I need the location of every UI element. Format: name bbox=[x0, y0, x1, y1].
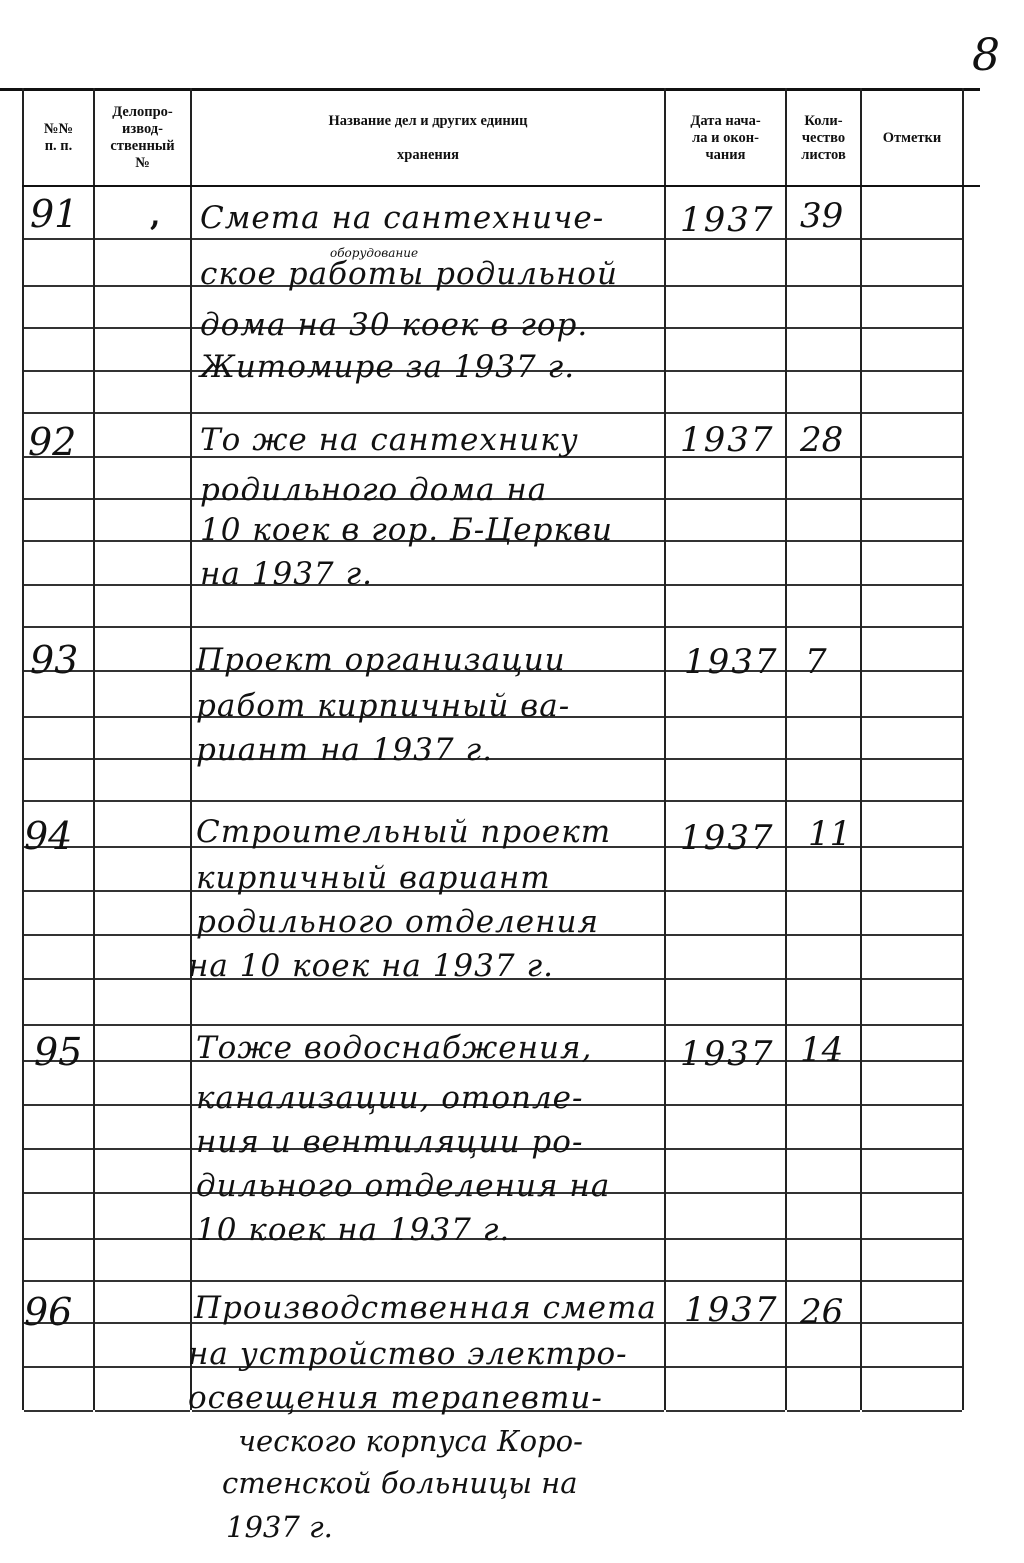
ruled-line bbox=[787, 934, 860, 936]
header-notes: Отметки bbox=[882, 129, 942, 146]
title-line: на 1937 г. bbox=[200, 556, 374, 592]
header-sheet-count: Коли- чество листов bbox=[801, 112, 846, 163]
item-number: 93 bbox=[30, 638, 79, 682]
ruled-line bbox=[95, 1322, 190, 1324]
ruled-line bbox=[862, 1410, 962, 1412]
ruled-line bbox=[95, 498, 190, 500]
ruled-line bbox=[95, 1410, 190, 1412]
item-date: 1937 bbox=[680, 200, 775, 240]
title-line: родильного отделения bbox=[196, 904, 600, 940]
header-title: Название дел и других единиц хранения bbox=[328, 112, 528, 163]
ruled-line bbox=[666, 890, 785, 892]
title-line-continuation: стенской больницы на bbox=[222, 1466, 578, 1500]
title-line: кирпичный вариант bbox=[196, 860, 551, 896]
ruled-line bbox=[666, 716, 785, 718]
ruled-line bbox=[95, 1366, 190, 1368]
ruled-line bbox=[666, 758, 785, 760]
ruled-line bbox=[787, 1238, 860, 1240]
ruled-line bbox=[862, 584, 962, 586]
ruled-line bbox=[862, 846, 962, 848]
ruled-line bbox=[666, 1238, 785, 1240]
ruled-line bbox=[95, 1238, 190, 1240]
title-line: Житомире за 1937 г. bbox=[200, 349, 576, 385]
ruled-line bbox=[862, 498, 962, 500]
ruled-line bbox=[192, 412, 664, 414]
ruled-line bbox=[95, 285, 190, 287]
ruled-line bbox=[666, 800, 785, 802]
ruled-line bbox=[787, 238, 860, 240]
title-line: работ кирпичный ва- bbox=[196, 688, 571, 724]
ruled-line bbox=[787, 626, 860, 628]
ruled-line bbox=[192, 1280, 664, 1282]
ruled-line bbox=[666, 1104, 785, 1106]
ruled-line bbox=[862, 758, 962, 760]
ruled-line bbox=[95, 758, 190, 760]
ruled-line bbox=[95, 1104, 190, 1106]
ruled-line bbox=[24, 934, 93, 936]
ruled-line bbox=[862, 370, 962, 372]
ruled-line bbox=[24, 1104, 93, 1106]
title-line: ния и вентиляции ро- bbox=[196, 1124, 584, 1160]
item-sheet-count: 7 bbox=[805, 642, 827, 682]
ruled-line bbox=[787, 716, 860, 718]
ruled-line bbox=[787, 1148, 860, 1150]
ruled-line bbox=[666, 1366, 785, 1368]
ruled-line bbox=[862, 327, 962, 329]
ruled-line bbox=[862, 1366, 962, 1368]
title-line: на устройство электро- bbox=[188, 1336, 628, 1372]
ruled-line bbox=[787, 1410, 860, 1412]
ruled-line bbox=[787, 758, 860, 760]
ruled-line bbox=[95, 934, 190, 936]
ruled-line bbox=[787, 327, 860, 329]
ruled-line bbox=[787, 370, 860, 372]
ruled-line bbox=[666, 1410, 785, 1412]
ruled-line bbox=[95, 890, 190, 892]
title-line: родильного дома на bbox=[200, 472, 548, 508]
ruled-line bbox=[24, 1192, 93, 1194]
ruled-line bbox=[666, 1280, 785, 1282]
title-line: на 10 коек на 1937 г. bbox=[188, 948, 554, 984]
title-line-continuation: 1937 г. bbox=[226, 1510, 333, 1544]
header-date: Дата нача- ла и окон- чания bbox=[690, 112, 761, 163]
ruled-line bbox=[666, 498, 785, 500]
title-line: 10 коек в гор. Б-Церкви bbox=[200, 512, 613, 548]
item-sheet-count: 39 bbox=[800, 196, 844, 236]
ruled-line bbox=[24, 1410, 93, 1412]
ruled-line bbox=[24, 758, 93, 760]
ruled-line bbox=[787, 1366, 860, 1368]
ruled-line bbox=[787, 1104, 860, 1106]
ruled-line bbox=[862, 1238, 962, 1240]
ruled-line bbox=[862, 670, 962, 672]
ruled-line bbox=[24, 285, 93, 287]
ruled-line bbox=[862, 978, 962, 980]
item-date: 1937 bbox=[680, 818, 775, 858]
ruled-line bbox=[862, 716, 962, 718]
ruled-line bbox=[862, 412, 962, 414]
ruled-line bbox=[24, 540, 93, 542]
title-line: дильного отделения на bbox=[196, 1168, 611, 1204]
ruled-line bbox=[95, 456, 190, 458]
ruled-line bbox=[24, 1238, 93, 1240]
column-divider bbox=[962, 88, 964, 1410]
table-top-border bbox=[0, 88, 980, 91]
title-line: Тоже водоснабжения, bbox=[196, 1030, 593, 1066]
item-date: 1937 bbox=[684, 642, 779, 682]
ruled-line bbox=[787, 412, 860, 414]
ruled-line bbox=[24, 327, 93, 329]
title-line: освещения терапевти- bbox=[188, 1380, 603, 1416]
ruled-line bbox=[666, 370, 785, 372]
ruled-line bbox=[95, 1148, 190, 1150]
ruled-line bbox=[862, 800, 962, 802]
header-office-number: Делопро- извод- ственный № bbox=[110, 104, 175, 171]
ruled-line bbox=[787, 1024, 860, 1026]
ruled-line bbox=[862, 1104, 962, 1106]
ruled-line bbox=[95, 327, 190, 329]
item-number: 95 bbox=[34, 1030, 83, 1074]
ruled-line bbox=[95, 412, 190, 414]
ruled-line bbox=[666, 1192, 785, 1194]
ruled-line bbox=[666, 584, 785, 586]
ruled-line bbox=[95, 370, 190, 372]
ruled-line bbox=[787, 540, 860, 542]
ruled-line bbox=[95, 670, 190, 672]
ruled-line bbox=[666, 978, 785, 980]
ruled-line bbox=[787, 978, 860, 980]
item-number: 91 bbox=[30, 192, 79, 236]
ruled-line bbox=[24, 800, 93, 802]
ruled-line bbox=[24, 370, 93, 372]
ruled-line bbox=[666, 412, 785, 414]
ruled-line bbox=[862, 540, 962, 542]
ruled-line bbox=[862, 456, 962, 458]
ruled-line bbox=[862, 1280, 962, 1282]
item-number: 96 bbox=[24, 1290, 73, 1334]
ruled-line bbox=[787, 1192, 860, 1194]
ruled-line bbox=[192, 800, 664, 802]
item-date: 1937 bbox=[680, 420, 775, 460]
item-date: 1937 bbox=[684, 1290, 779, 1330]
ruled-line bbox=[95, 716, 190, 718]
ruled-line bbox=[24, 584, 93, 586]
ruled-line bbox=[862, 1322, 962, 1324]
ruled-line bbox=[24, 498, 93, 500]
item-sheet-count: 14 bbox=[800, 1030, 844, 1070]
ruled-line bbox=[787, 498, 860, 500]
ruled-line bbox=[24, 978, 93, 980]
title-line: Производственная смета bbox=[194, 1290, 657, 1326]
ruled-line bbox=[24, 1366, 93, 1368]
title-line: Строительный проект bbox=[196, 814, 612, 850]
ruled-line bbox=[24, 412, 93, 414]
ruled-line bbox=[192, 1024, 664, 1026]
ruled-line bbox=[666, 626, 785, 628]
item-date: 1937 bbox=[680, 1034, 775, 1074]
ruled-line bbox=[666, 934, 785, 936]
ruled-line bbox=[862, 238, 962, 240]
ruled-line bbox=[95, 1192, 190, 1194]
title-line: То же на сантехнику bbox=[200, 422, 579, 458]
ruled-line bbox=[95, 584, 190, 586]
stray-mark: , bbox=[150, 198, 161, 233]
ruled-line bbox=[787, 285, 860, 287]
ruled-line bbox=[862, 934, 962, 936]
ruled-line bbox=[95, 1060, 190, 1062]
page-number: 8 bbox=[972, 30, 1000, 81]
ruled-line bbox=[787, 1280, 860, 1282]
title-line-continuation: ческого корпуса Коро- bbox=[238, 1424, 583, 1458]
ruled-line bbox=[787, 890, 860, 892]
title-line: 10 коек на 1937 г. bbox=[196, 1212, 511, 1248]
ruled-line bbox=[24, 890, 93, 892]
inline-insertion: оборудование bbox=[330, 246, 419, 260]
ruled-line bbox=[666, 540, 785, 542]
ruled-line bbox=[24, 1280, 93, 1282]
ruled-line bbox=[95, 846, 190, 848]
title-line: канализации, отопле- bbox=[196, 1080, 584, 1116]
ruled-line bbox=[862, 1192, 962, 1194]
title-line: риант на 1937 г. bbox=[196, 732, 493, 768]
item-number: 92 bbox=[28, 420, 77, 464]
ruled-line bbox=[24, 238, 93, 240]
ruled-line bbox=[24, 626, 93, 628]
ruled-line bbox=[95, 626, 190, 628]
item-sheet-count: 11 bbox=[808, 814, 852, 854]
header-item-number: №№ п. п. bbox=[43, 121, 74, 154]
ruled-line bbox=[95, 800, 190, 802]
ruled-line bbox=[192, 626, 664, 628]
title-line: дома на 30 коек в гор. bbox=[200, 307, 589, 343]
ruled-line bbox=[95, 1280, 190, 1282]
title-line: Смета на сантехниче- bbox=[200, 200, 605, 236]
ruled-line bbox=[862, 890, 962, 892]
ruled-line bbox=[666, 285, 785, 287]
ruled-line bbox=[24, 716, 93, 718]
ruled-line bbox=[95, 540, 190, 542]
header-bottom-border bbox=[22, 185, 980, 187]
ruled-line bbox=[24, 1024, 93, 1026]
ruled-line bbox=[666, 327, 785, 329]
ruled-line bbox=[862, 1060, 962, 1062]
ruled-line bbox=[666, 1148, 785, 1150]
ruled-line bbox=[862, 1024, 962, 1026]
ruled-line bbox=[666, 1024, 785, 1026]
item-sheet-count: 26 bbox=[800, 1292, 844, 1332]
ruled-line bbox=[787, 584, 860, 586]
ruled-line bbox=[862, 1148, 962, 1150]
ruled-line bbox=[862, 285, 962, 287]
ruled-line bbox=[95, 238, 190, 240]
ruled-line bbox=[95, 1024, 190, 1026]
ruled-line bbox=[862, 626, 962, 628]
item-number: 94 bbox=[24, 814, 73, 858]
ruled-line bbox=[192, 238, 664, 240]
ruled-line bbox=[787, 800, 860, 802]
ruled-line bbox=[95, 978, 190, 980]
ruled-line bbox=[24, 1148, 93, 1150]
title-line: Проект организации bbox=[196, 642, 566, 678]
title-line: ское работы родильной bbox=[200, 256, 618, 292]
item-sheet-count: 28 bbox=[800, 420, 844, 460]
